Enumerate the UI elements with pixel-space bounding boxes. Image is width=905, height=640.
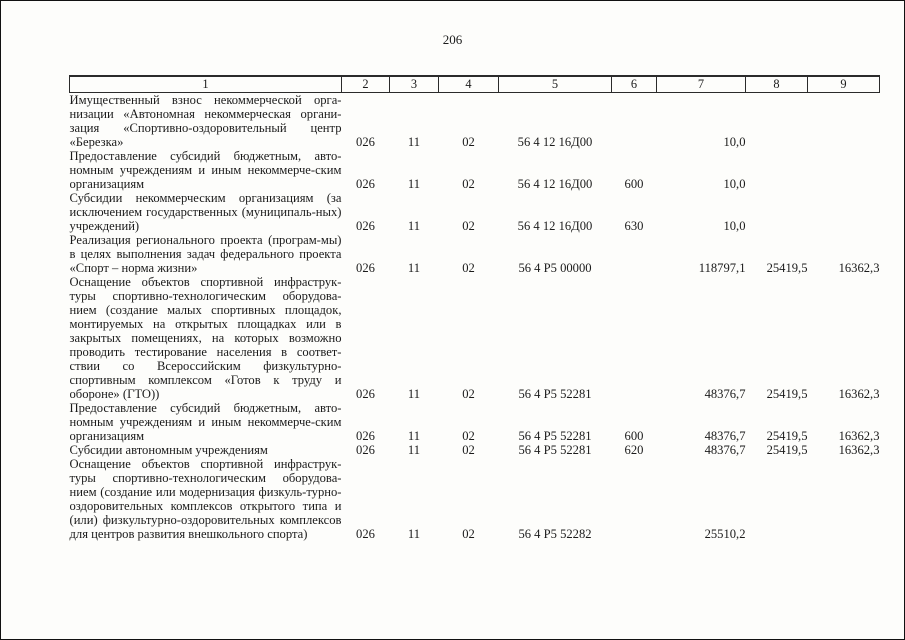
cell-value: 56 4 12 16Д00 <box>517 219 593 233</box>
cell-item-name: Субсидии автономным учреждениям <box>69 443 268 457</box>
cell-value: 16362,3 <box>838 387 880 401</box>
cell-item-name: Оснащение объектов спортивной инфраструк-туры спортивно-технологическим оборудова-нием (создание малых спортивных площадок, монтируемых на открытых площадках или в закрытых помещениях, на которых возможно проводить тестирование населения в соответ-ствии со Всероссийским физкультурно-спортивным комплексом «Готов к труду и обороне» (ГТО)) <box>69 275 342 401</box>
column-header: 6 <box>612 76 657 93</box>
cell-value: 10,0 <box>723 219 746 233</box>
cell-value: 026 <box>356 261 375 275</box>
column-header: 8 <box>746 76 808 93</box>
cell-value: 11 <box>407 135 421 149</box>
table-body <box>70 93 880 542</box>
table-row <box>70 93 880 150</box>
cell-value: 026 <box>356 387 375 401</box>
cell-value: 16362,3 <box>838 261 880 275</box>
cell-value: 16362,3 <box>838 443 880 457</box>
cell-value: 026 <box>356 135 375 149</box>
cell-value: 11 <box>407 261 421 275</box>
cell-value: 11 <box>407 387 421 401</box>
cell-value <box>808 149 880 191</box>
cell-value: 56 4 Р5 52281 <box>518 443 592 457</box>
table-header-row <box>70 76 880 93</box>
cell-value: 11 <box>407 429 421 443</box>
cell-value: 48376,7 <box>704 387 746 401</box>
cell-value: 56 4 12 16Д00 <box>517 135 593 149</box>
cell-item-name: Предоставление субсидий бюджетным, авто-номным учреждениям и иным некоммерче-ским организациям <box>69 149 342 191</box>
cell-value: 48376,7 <box>704 443 746 457</box>
cell-item-name: Оснащение объектов спортивной инфраструк-туры спортивно-технологическим оборудова-нием (создание или модернизация физкуль-турно-оздоровительных комплексов открытого типа и (или) физкультурно-оздоровительных комплексов для центров развития внешкольного спорта) <box>69 457 342 541</box>
cell-value: 11 <box>407 527 421 541</box>
table-row <box>70 275 880 401</box>
table-row <box>70 457 880 541</box>
cell-item-name: Реализация регионального проекта (програм-мы) в целях выполнения задач федерального проекта «Спорт – норма жизни» <box>69 233 342 275</box>
cell-value: 25419,5 <box>766 261 808 275</box>
cell-item-name: Субсидии некоммерческим организациям (за исключением государственных (муниципаль-ных) учреждений) <box>69 191 342 233</box>
cell-value: 25510,2 <box>704 527 746 541</box>
cell-value: 026 <box>356 177 375 191</box>
cell-value: 11 <box>407 177 421 191</box>
cell-value <box>612 457 657 541</box>
table-row <box>70 233 880 275</box>
cell-value <box>808 191 880 233</box>
cell-item-name: Предоставление субсидий бюджетным, авто-номным учреждениям и иным некоммерче-ским организациям <box>69 401 342 443</box>
cell-value <box>746 93 808 150</box>
cell-value <box>612 275 657 401</box>
cell-value: 02 <box>462 261 475 275</box>
cell-value: 25419,5 <box>766 443 808 457</box>
cell-value <box>746 457 808 541</box>
cell-value: 02 <box>462 387 475 401</box>
cell-value: 56 4 Р5 00000 <box>518 261 592 275</box>
column-header: 7 <box>657 76 746 93</box>
table-row <box>70 191 880 233</box>
cell-value: 620 <box>624 443 644 457</box>
column-header: 5 <box>499 76 612 93</box>
budget-table <box>69 75 880 541</box>
cell-value <box>808 457 880 541</box>
table-row <box>70 443 880 457</box>
cell-value: 026 <box>356 429 375 443</box>
column-header: 3 <box>390 76 439 93</box>
cell-item-name: Имущественный взнос некоммерческой орга-низации «Автономная некоммерческая органи-зация «Спортивно-оздоровительный центр «Березка» <box>69 93 342 149</box>
cell-value: 56 4 12 16Д00 <box>517 177 593 191</box>
cell-value: 10,0 <box>723 177 746 191</box>
cell-value: 11 <box>407 443 421 457</box>
cell-value <box>612 93 657 150</box>
page-number: 206 <box>442 32 463 47</box>
column-header: 4 <box>439 76 499 93</box>
cell-value: 10,0 <box>723 135 746 149</box>
cell-value: 02 <box>462 219 475 233</box>
cell-value: 56 4 Р5 52282 <box>518 527 592 541</box>
cell-value: 48376,7 <box>704 429 746 443</box>
cell-value: 600 <box>624 429 644 443</box>
table-row <box>70 149 880 191</box>
cell-value: 630 <box>624 219 644 233</box>
cell-value <box>746 191 808 233</box>
cell-value <box>746 149 808 191</box>
cell-value: 25419,5 <box>766 429 808 443</box>
column-header: 2 <box>342 76 390 93</box>
cell-value: 600 <box>624 177 644 191</box>
cell-value: 02 <box>462 527 475 541</box>
column-header: 1 <box>70 76 342 93</box>
cell-value: 02 <box>462 443 475 457</box>
cell-value: 026 <box>356 527 375 541</box>
cell-value: 25419,5 <box>766 387 808 401</box>
cell-value <box>612 233 657 275</box>
cell-value: 02 <box>462 429 475 443</box>
column-header: 9 <box>808 76 880 93</box>
cell-value: 56 4 Р5 52281 <box>518 429 592 443</box>
table-row <box>70 401 880 443</box>
cell-value: 56 4 Р5 52281 <box>518 387 592 401</box>
cell-value: 11 <box>407 219 421 233</box>
cell-value: 026 <box>356 219 375 233</box>
cell-value: 026 <box>356 443 375 457</box>
cell-value: 16362,3 <box>838 429 880 443</box>
cell-value: 02 <box>462 177 475 191</box>
cell-value: 118797,1 <box>698 261 746 275</box>
cell-value: 02 <box>462 135 475 149</box>
cell-value <box>808 93 880 150</box>
